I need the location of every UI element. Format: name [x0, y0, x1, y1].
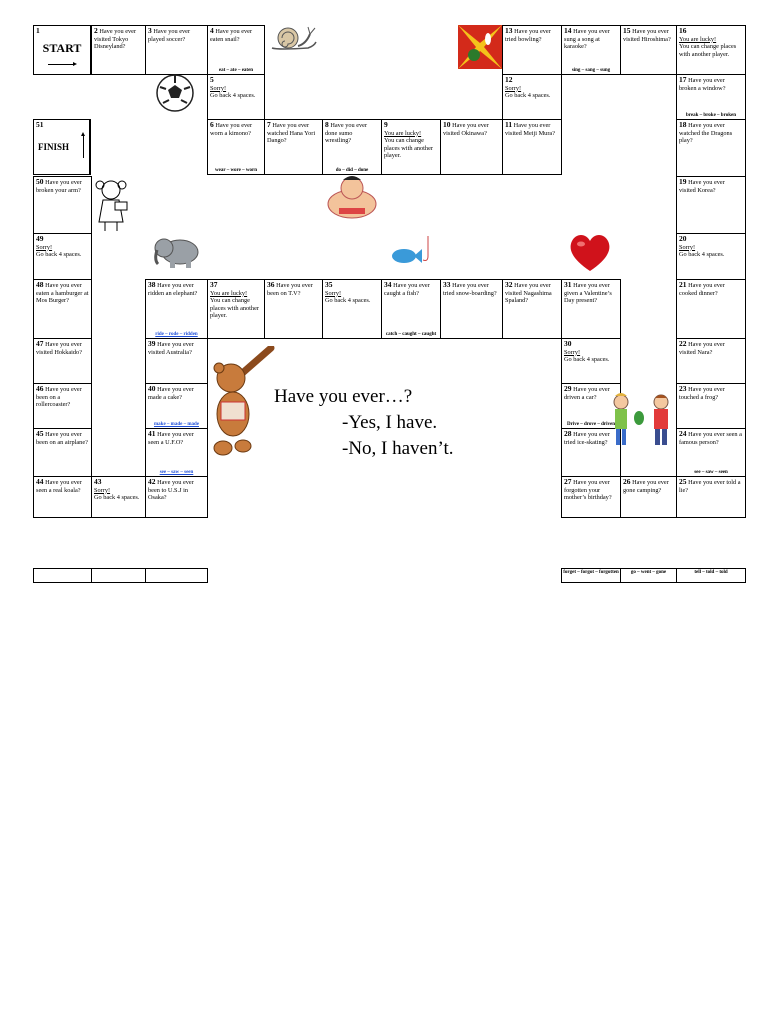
- board-cell-17: [676, 74, 746, 120]
- cell-question: Have you ever visited Nagashima Spaland?: [505, 282, 552, 305]
- board-cell-3: [145, 25, 208, 75]
- board-cell-21: [676, 279, 746, 339]
- bowling-icon: [458, 25, 502, 69]
- cell-question: Have you ever visited Hiroshima?: [623, 28, 671, 43]
- verb-forms-forget: forget – forgot – forgotten: [561, 568, 621, 583]
- cell-question: Have you ever watched Hana Yori Dango?: [267, 122, 316, 145]
- cell-number: 50: [36, 177, 44, 186]
- cell-number: 40: [148, 384, 156, 393]
- cell-heading: Sorry!: [325, 289, 342, 297]
- cell-question: Have you ever seen a U.F.O?: [148, 431, 194, 446]
- snail-icon: [268, 24, 320, 52]
- cell-question: Have you ever been to U.S.J in Osaka?: [148, 479, 194, 502]
- cell-number: 13: [505, 26, 513, 35]
- board-cell-36: [264, 279, 323, 339]
- board-cell-48: [33, 279, 92, 339]
- board-cell-31: [561, 279, 621, 339]
- cell-number: 25: [679, 477, 687, 486]
- cell-question: Have you ever broken a window?: [679, 77, 726, 92]
- board-cell-24: [676, 428, 746, 477]
- cell-question: Have you ever tried ice-skating?: [564, 431, 610, 446]
- title-question: Have you ever…?: [274, 386, 413, 407]
- cell-heading: Sorry!: [210, 84, 227, 92]
- cell-question: You can change places with another player.: [679, 43, 737, 58]
- kids-with-frog-icon: [607, 392, 679, 450]
- elephant-icon: [152, 234, 202, 270]
- cell-number: 14: [564, 26, 572, 35]
- cell-number: 10: [443, 120, 451, 129]
- board-cell-13: [502, 25, 562, 75]
- cell-heading: Sorry!: [564, 348, 581, 356]
- cell-question: Go back 4 spaces.: [325, 297, 371, 305]
- cell-number: 16: [679, 26, 687, 35]
- cell-question: Have you ever told a lie?: [679, 479, 741, 494]
- cell-number: 34: [384, 280, 392, 289]
- board-cell-38: [145, 279, 208, 339]
- soccer-ball-icon: [155, 73, 195, 113]
- cell-number: 27: [564, 477, 572, 486]
- cell-question: Have you ever cooked dinner?: [679, 282, 725, 297]
- cell-number: 45: [36, 429, 44, 438]
- cell-number: 19: [679, 177, 687, 186]
- right-arrow-icon: [48, 64, 74, 65]
- cell-question: Have you ever been on an airplane?: [36, 431, 88, 446]
- verb-forms-go: go – went – gone: [620, 568, 677, 583]
- board-cell-34: [381, 279, 441, 339]
- blank-cell: [33, 568, 92, 583]
- board-cell-42: [145, 476, 208, 518]
- title-answer-no: -No, I haven’t.: [342, 438, 454, 459]
- cell-number: 30: [564, 339, 572, 348]
- cell-question: Have you ever seen a famous person?: [679, 431, 742, 446]
- verb-forms: catch – caught – caught: [385, 331, 437, 337]
- cell-number: 9: [384, 120, 388, 129]
- cell-number: 2: [94, 26, 98, 35]
- cell-question: Go back 4 spaces.: [94, 494, 140, 502]
- cell-question: Go back 4 spaces.: [564, 356, 610, 364]
- cell-number: 28: [564, 429, 572, 438]
- cell-number: 23: [679, 384, 687, 393]
- verb-forms: eat – ate – eaten: [218, 67, 254, 73]
- cell-number: 39: [148, 339, 156, 348]
- board-cell-37: [207, 279, 265, 339]
- board-cell-44: [33, 476, 92, 518]
- board-cell-32: [502, 279, 562, 339]
- cell-heading: You are lucky!: [679, 35, 717, 43]
- cell-question: Have you ever ridden an elephant?: [148, 282, 198, 297]
- cell-question: Have you ever broken your arm?: [36, 179, 82, 194]
- cell-question: Have you ever worn a kimono?: [210, 122, 253, 137]
- board-cell-39: [145, 338, 208, 384]
- cell-number: 26: [623, 477, 631, 486]
- cell-question: Have you ever given a Valentine’s Day present?: [564, 282, 612, 305]
- cell-number: 42: [148, 477, 156, 486]
- cell-question: Have you ever made a cake?: [148, 386, 194, 401]
- cell-number: 15: [623, 26, 631, 35]
- cell-number: 33: [443, 280, 451, 289]
- cell-question: Have you ever visited Okinawa?: [443, 122, 489, 137]
- cell-number: 24: [679, 429, 687, 438]
- board-cell-10: [440, 119, 503, 175]
- cell-number: 21: [679, 280, 687, 289]
- verb-forms-tell: tell – told – told: [676, 568, 746, 583]
- cell-number: 43: [94, 477, 102, 486]
- verb-forms: see – saw – seen: [159, 469, 194, 475]
- cell-number: 38: [148, 280, 156, 289]
- cell-question: Have you ever driven a car?: [564, 386, 610, 401]
- finish-label: FINISH: [38, 142, 70, 152]
- cell-question: Have you ever been on T.V?: [267, 282, 313, 297]
- cell-question: Have you ever gone camping?: [623, 479, 669, 494]
- cell-heading: Sorry!: [36, 243, 53, 251]
- cell-question: Have you ever visited Hokkaido?: [36, 341, 82, 356]
- title-answer-yes: -Yes, I have.: [342, 412, 438, 433]
- board-cell-19: [676, 176, 746, 234]
- cell-question: Have you ever visited Nara?: [679, 341, 725, 356]
- cell-question: Have you ever touched a frog?: [679, 386, 725, 401]
- sumo-wrestler-icon: [323, 174, 381, 220]
- verb-forms: Drive – drove – driven: [567, 421, 615, 427]
- cell-question: Have you ever played soccer?: [148, 28, 191, 43]
- cell-question: Have you ever seen a real koala?: [36, 479, 82, 494]
- cell-question: Have you ever eaten snail?: [210, 28, 253, 43]
- cell-number: 36: [267, 280, 275, 289]
- verb-forms: see – saw – seen: [694, 469, 728, 475]
- blank-cell: [91, 568, 146, 583]
- cell-number: 51: [36, 120, 44, 129]
- cell-number: 44: [36, 477, 44, 486]
- board-cell-23: [676, 383, 746, 429]
- cell-heading: Sorry!: [679, 243, 696, 251]
- cell-number: 8: [325, 120, 329, 129]
- bear-with-bat-icon: [209, 346, 277, 460]
- cell-question: Have you ever tried snow-boarding?: [443, 282, 497, 297]
- cell-number: 37: [210, 280, 218, 289]
- cell-question: Go back 4 spaces.: [679, 251, 725, 259]
- board-cell-27: [561, 476, 621, 518]
- cell-number: 35: [325, 280, 333, 289]
- cell-question: Have you ever visited Meiji Mura?: [505, 122, 556, 137]
- board-cell-50: [33, 176, 92, 234]
- cell-question: Have you ever caught a fish?: [384, 282, 430, 297]
- verb-forms: make – made – made: [154, 421, 199, 427]
- cell-question: Have you ever done sumo wrestling?: [325, 122, 368, 145]
- cell-question: You can change places with another player.: [384, 137, 433, 160]
- board-cell-43: [91, 476, 146, 518]
- blank-cell: [145, 568, 208, 583]
- board-cell-20: [676, 233, 746, 280]
- board-cell-45: [33, 428, 92, 477]
- cell-heading: You are lucky!: [384, 129, 422, 137]
- board-cell-49: [33, 233, 92, 280]
- cell-number: 41: [148, 429, 156, 438]
- cell-number: 47: [36, 339, 44, 348]
- cell-question: Go back 4 spaces.: [210, 92, 256, 100]
- cell-number: 5: [210, 75, 214, 84]
- cell-heading: You are lucky!: [210, 289, 248, 297]
- verb-forms: do – did – done: [335, 167, 369, 173]
- cell-number: 31: [564, 280, 572, 289]
- cell-question: Have you ever forgotten your mother’s birthday?: [564, 479, 612, 502]
- board-cell-7: [264, 119, 323, 175]
- board-cell-2: [91, 25, 146, 75]
- board-cell-15: [620, 25, 677, 75]
- cell-number: 32: [505, 280, 513, 289]
- cell-question: Have you ever tried bowling?: [505, 28, 551, 43]
- board-cell-6: [207, 119, 265, 175]
- cell-question: Have you ever visited Australia?: [148, 341, 194, 356]
- cell-number: 29: [564, 384, 572, 393]
- up-arrow-icon: [83, 136, 84, 158]
- board-cell-22: [676, 338, 746, 384]
- board-cell-start: [33, 25, 91, 75]
- board-cell-46: [33, 383, 92, 429]
- cell-number: 1: [36, 26, 40, 35]
- girl-with-broken-arm-icon: [93, 176, 133, 234]
- cell-number: 11: [505, 120, 513, 129]
- board-cell-8: [322, 119, 382, 175]
- board-cell-16: [676, 25, 746, 75]
- cell-heading: Sorry!: [94, 486, 111, 494]
- cell-question: Have you ever sung a song at karaoke?: [564, 28, 610, 51]
- board-cell-41: [145, 428, 208, 477]
- cell-number: 49: [36, 234, 44, 243]
- heart-icon: [568, 233, 612, 273]
- cell-number: 46: [36, 384, 44, 393]
- board-cell-14: [561, 25, 621, 75]
- cell-number: 20: [679, 234, 687, 243]
- board-cell-25: [676, 476, 746, 518]
- verb-forms: break – broke – broken: [685, 112, 736, 118]
- verb-forms: wear – wore – worn: [214, 167, 258, 173]
- board-cell-18: [676, 119, 746, 177]
- cell-number: 7: [267, 120, 271, 129]
- cell-number: 6: [210, 120, 214, 129]
- cell-question: Have you ever been on a rollercoaster?: [36, 386, 82, 409]
- cell-number: 4: [210, 26, 214, 35]
- board-cell-12: [502, 74, 562, 120]
- board-cell-26: [620, 476, 677, 518]
- board-cell-finish: [33, 119, 91, 175]
- cell-number: 12: [505, 75, 513, 84]
- cell-number: 22: [679, 339, 687, 348]
- board-cell-40: [145, 383, 208, 429]
- board-cell-5: [207, 74, 265, 120]
- verb-forms: ride – rode – ridden: [155, 331, 198, 337]
- cell-question: Go back 4 spaces.: [505, 92, 551, 100]
- cell-number: 18: [679, 120, 687, 129]
- board-cell-4: [207, 25, 265, 75]
- cell-question: Go back 4 spaces.: [36, 251, 82, 259]
- start-label: START: [42, 41, 82, 55]
- cell-question: Have you ever watched the Dragons play?: [679, 122, 733, 145]
- cell-question: Have you ever visited Tokyo Disneyland?: [94, 28, 137, 51]
- cell-number: 48: [36, 280, 44, 289]
- board-cell-30: [561, 338, 621, 384]
- board-cell-35: [322, 279, 382, 339]
- cell-question: You can change places with another player.: [210, 297, 259, 320]
- cell-number: 3: [148, 26, 152, 35]
- verb-forms: sing – sang – sung: [571, 67, 611, 73]
- cell-number: 17: [679, 75, 687, 84]
- board-cell-33: [440, 279, 503, 339]
- board-cell-9: [381, 119, 441, 175]
- cell-question: Have you ever eaten a hamburger at Mos Burger?: [36, 282, 89, 305]
- board-cell-47: [33, 338, 92, 384]
- board-cell-11: [502, 119, 562, 175]
- fish-on-hook-icon: [388, 234, 438, 268]
- cell-heading: Sorry!: [505, 84, 522, 92]
- cell-question: Have you ever visited Korea?: [679, 179, 725, 194]
